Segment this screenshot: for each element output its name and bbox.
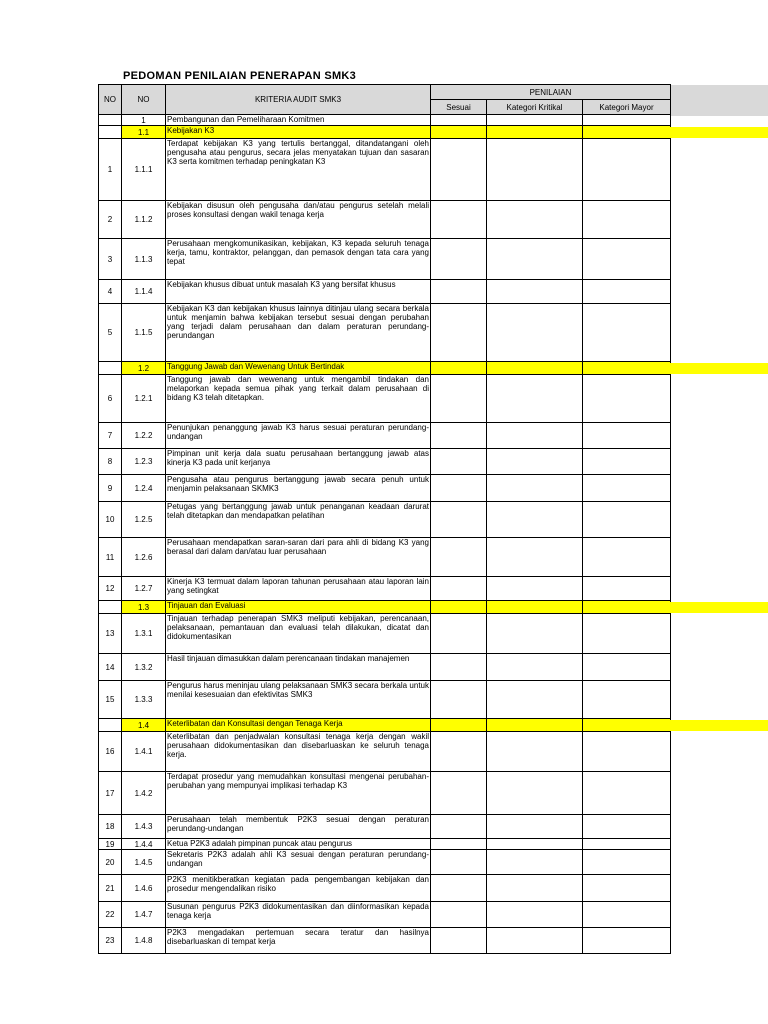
criteria-code: 1.4.5 xyxy=(122,850,166,875)
mayor-cell[interactable] xyxy=(583,538,671,577)
section-title: Pembangunan dan Pemeliharaan Komitmen xyxy=(166,115,431,126)
criteria-text: Kebijakan khusus dibuat untuk masalah K3 yang bersifat khusus xyxy=(166,280,431,304)
criteria-text: Perusahaan mendapatkan saran-saran dari para ahli di bidang K3 yang berasal dari dalam dan/atau luar perusahaan xyxy=(166,538,431,577)
criteria-code: 1.2.4 xyxy=(122,475,166,502)
sesuai-cell[interactable] xyxy=(431,614,487,654)
row-number: 23 xyxy=(99,928,122,954)
empty-cell xyxy=(583,115,671,126)
criteria-row xyxy=(99,577,671,601)
criteria-row xyxy=(99,475,671,502)
sesuai-cell[interactable] xyxy=(431,139,487,201)
row-number: 1 xyxy=(99,139,122,201)
sesuai-cell[interactable] xyxy=(431,839,487,850)
kritikal-cell[interactable] xyxy=(487,375,583,423)
kritikal-cell[interactable] xyxy=(487,577,583,601)
mayor-cell[interactable] xyxy=(583,850,671,875)
sesuai-cell[interactable] xyxy=(431,423,487,449)
criteria-row xyxy=(99,902,671,928)
mayor-cell[interactable] xyxy=(583,654,671,681)
criteria-row xyxy=(99,614,671,654)
sesuai-cell[interactable] xyxy=(431,681,487,719)
criteria-code: 1.4.6 xyxy=(122,875,166,902)
mayor-cell[interactable] xyxy=(583,502,671,538)
row-number: 3 xyxy=(99,239,122,280)
empty-cell xyxy=(583,719,671,732)
mayor-cell[interactable] xyxy=(583,681,671,719)
criteria-code: 1.2.2 xyxy=(122,423,166,449)
row-number: 2 xyxy=(99,201,122,239)
subsection-row xyxy=(99,126,671,139)
criteria-row xyxy=(99,850,671,875)
subsection-highlight xyxy=(670,127,768,138)
kriteria-header: KRITERIA AUDIT SMK3 xyxy=(166,85,431,115)
subsection-title: Tinjauan dan Evaluasi xyxy=(166,601,431,614)
sesuai-cell[interactable] xyxy=(431,502,487,538)
criteria-text: Sekretaris P2K3 adalah ahli K3 sesuai dengan peraturan perundang-undangan xyxy=(166,850,431,875)
mayor-cell[interactable] xyxy=(583,201,671,239)
row-number: 19 xyxy=(99,839,122,850)
criteria-row xyxy=(99,423,671,449)
kritikal-cell[interactable] xyxy=(487,772,583,815)
row-number: 8 xyxy=(99,449,122,475)
row-number: 22 xyxy=(99,902,122,928)
kritikal-cell[interactable] xyxy=(487,850,583,875)
kritikal-cell[interactable] xyxy=(487,449,583,475)
row-number: 4 xyxy=(99,280,122,304)
criteria-text: Keterlibatan dan penjadwalan konsultasi tenaga kerja dengan wakil perusahaan didokumentasikan dan disebarluaskan ke seluruh tenaga kerja. xyxy=(166,732,431,772)
kritikal-cell[interactable] xyxy=(487,875,583,902)
empty-cell xyxy=(487,362,583,375)
row-number: 10 xyxy=(99,502,122,538)
kritikal-cell[interactable] xyxy=(487,423,583,449)
criteria-text: Tanggung jawab dan wewenang untuk mengambil tindakan dan melaporkan kepada semua pihak yang terkait dalam perusahaan di bidang K3 telah ditetapkan. xyxy=(166,375,431,423)
row-number: 15 xyxy=(99,681,122,719)
empty-cell xyxy=(583,362,671,375)
sesuai-cell[interactable] xyxy=(431,280,487,304)
kritikal-cell[interactable] xyxy=(487,732,583,772)
row-number: 11 xyxy=(99,538,122,577)
criteria-text: Kinerja K3 termuat dalam laporan tahunan perusahaan atau laporan lain yang setingkat xyxy=(166,577,431,601)
mayor-cell[interactable] xyxy=(583,375,671,423)
row-number: 12 xyxy=(99,577,122,601)
criteria-row xyxy=(99,449,671,475)
row-number: 17 xyxy=(99,772,122,815)
sesuai-cell[interactable] xyxy=(431,815,487,839)
mayor-header: Kategori Mayor xyxy=(583,100,671,115)
sesuai-cell[interactable] xyxy=(431,449,487,475)
no2-header: NO xyxy=(122,85,166,115)
mayor-cell[interactable] xyxy=(583,614,671,654)
mayor-cell[interactable] xyxy=(583,772,671,815)
criteria-row xyxy=(99,815,671,839)
row-number: 18 xyxy=(99,815,122,839)
mayor-cell[interactable] xyxy=(583,732,671,772)
criteria-row xyxy=(99,732,671,772)
mayor-cell[interactable] xyxy=(583,280,671,304)
kritikal-cell[interactable] xyxy=(487,654,583,681)
empty-cell xyxy=(487,126,583,139)
subsection-highlight xyxy=(670,602,768,613)
criteria-row xyxy=(99,654,671,681)
mayor-cell[interactable] xyxy=(583,449,671,475)
mayor-cell[interactable] xyxy=(583,139,671,201)
sesuai-cell[interactable] xyxy=(431,201,487,239)
subsection-number: 1.3 xyxy=(122,601,166,614)
criteria-code: 1.2.1 xyxy=(122,375,166,423)
row-number: 9 xyxy=(99,475,122,502)
empty-cell xyxy=(431,115,487,126)
sesuai-cell[interactable] xyxy=(431,239,487,280)
criteria-code: 1.3.1 xyxy=(122,614,166,654)
row-number: 21 xyxy=(99,875,122,902)
criteria-code: 1.2.6 xyxy=(122,538,166,577)
criteria-text: Perusahaan telah membentuk P2K3 sesuai dengan peraturan perundang-undangan xyxy=(166,815,431,839)
subsection-title: Kebijakan K3 xyxy=(166,126,431,139)
criteria-code: 1.3.2 xyxy=(122,654,166,681)
kritikal-cell[interactable] xyxy=(487,815,583,839)
kritikal-cell[interactable] xyxy=(487,201,583,239)
criteria-code: 1.4.7 xyxy=(122,902,166,928)
row-number: 6 xyxy=(99,375,122,423)
sesuai-cell[interactable] xyxy=(431,654,487,681)
criteria-text: Pimpinan unit kerja dala suatu perusahaan bertanggung jawab atas kinerja K3 pada unit kerjanya xyxy=(166,449,431,475)
subsection-number: 1.2 xyxy=(122,362,166,375)
criteria-row xyxy=(99,201,671,239)
mayor-cell[interactable] xyxy=(583,577,671,601)
criteria-code: 1.4.4 xyxy=(122,839,166,850)
sesuai-cell[interactable] xyxy=(431,577,487,601)
sesuai-cell[interactable] xyxy=(431,928,487,954)
empty-cell xyxy=(487,115,583,126)
header-shading xyxy=(670,85,768,116)
criteria-text: Ketua P2K3 adalah pimpinan puncak atau pengurus xyxy=(166,839,431,850)
section-spacer xyxy=(99,115,122,126)
criteria-code: 1.1.5 xyxy=(122,304,166,362)
kritikal-header: Kategori Kritikal xyxy=(487,100,583,115)
subsection-spacer xyxy=(99,719,122,732)
mayor-cell[interactable] xyxy=(583,239,671,280)
subsection-row xyxy=(99,719,671,732)
mayor-cell[interactable] xyxy=(583,875,671,902)
criteria-code: 1.1.4 xyxy=(122,280,166,304)
row-number: 20 xyxy=(99,850,122,875)
criteria-row xyxy=(99,375,671,423)
subsection-spacer xyxy=(99,362,122,375)
audit-table xyxy=(98,84,671,954)
criteria-text: P2K3 mengadakan pertemuan secara teratur dan hasilnya disebarluaskan di tempat kerja xyxy=(166,928,431,954)
sesuai-cell[interactable] xyxy=(431,304,487,362)
kritikal-cell[interactable] xyxy=(487,239,583,280)
sesuai-cell[interactable] xyxy=(431,772,487,815)
kritikal-cell[interactable] xyxy=(487,839,583,850)
mayor-cell[interactable] xyxy=(583,839,671,850)
empty-cell xyxy=(431,362,487,375)
kritikal-cell[interactable] xyxy=(487,502,583,538)
criteria-row xyxy=(99,139,671,201)
row-number: 16 xyxy=(99,732,122,772)
section-number: 1 xyxy=(122,115,166,126)
kritikal-cell[interactable] xyxy=(487,139,583,201)
subsection-spacer xyxy=(99,601,122,614)
criteria-code: 1.4.1 xyxy=(122,732,166,772)
page-title: PEDOMAN PENILAIAN PENERAPAN SMK3 xyxy=(123,70,357,82)
criteria-row xyxy=(99,304,671,362)
criteria-code: 1.2.5 xyxy=(122,502,166,538)
criteria-code: 1.1.3 xyxy=(122,239,166,280)
empty-cell xyxy=(431,601,487,614)
sesuai-cell[interactable] xyxy=(431,732,487,772)
subsection-number: 1.4 xyxy=(122,719,166,732)
criteria-text: Kebijakan disusun oleh pengusaha dan/atau pengurus setelah melali proses konsultasi dengan wakil tenaga kerja xyxy=(166,201,431,239)
row-number: 13 xyxy=(99,614,122,654)
sesuai-cell[interactable] xyxy=(431,850,487,875)
sesuai-cell[interactable] xyxy=(431,538,487,577)
criteria-text: Susunan pengurus P2K3 didokumentasikan dan diinformasikan kepada tenaga kerja xyxy=(166,902,431,928)
criteria-row xyxy=(99,538,671,577)
empty-cell xyxy=(431,719,487,732)
criteria-text: Perusahaan mengkomunikasikan, kebijakan, K3 kepada seluruh tenaga kerja, tamu, kontraktor, pelanggan, dan pemasok dengan tata cara yang tepat xyxy=(166,239,431,280)
kritikal-cell[interactable] xyxy=(487,928,583,954)
criteria-text: P2K3 menitikberatkan kegiatan pada pengembangan kebijakan dan prosedur mengendalikan risiko xyxy=(166,875,431,902)
criteria-text: Petugas yang bertanggung jawab untuk penanganan keadaan darurat telah ditetapkan dan mendapatkan pelatihan xyxy=(166,502,431,538)
sesuai-cell[interactable] xyxy=(431,902,487,928)
sesuai-cell[interactable] xyxy=(431,375,487,423)
sesuai-cell[interactable] xyxy=(431,875,487,902)
mayor-cell[interactable] xyxy=(583,928,671,954)
mayor-cell[interactable] xyxy=(583,902,671,928)
row-number: 14 xyxy=(99,654,122,681)
criteria-code: 1.4.8 xyxy=(122,928,166,954)
criteria-text: Terdapat kebijakan K3 yang tertulis bertanggal, ditandatangani oleh pengusaha atau pengurus, secara jelas menyatakan tujuan dan sasaran K3 serta komitmen terhadap peningkatan K3 xyxy=(166,139,431,201)
subsection-highlight xyxy=(670,363,768,374)
criteria-text: Penunjukan penanggung jawab K3 harus sesuai peraturan perundang-undangan xyxy=(166,423,431,449)
criteria-text: Tinjauan terhadap penerapan SMK3 meliputi kebijakan, perencanaan, pelaksanaan, pemantauan dan evaluasi telah dilakukan, dicatat dan didokumentasikan xyxy=(166,614,431,654)
criteria-code: 1.3.3 xyxy=(122,681,166,719)
kritikal-cell[interactable] xyxy=(487,304,583,362)
criteria-row xyxy=(99,839,671,850)
criteria-text: Hasil tinjauan dimasukkan dalam perencanaan tindakan manajemen xyxy=(166,654,431,681)
empty-cell xyxy=(583,126,671,139)
criteria-row xyxy=(99,280,671,304)
no-header: NO xyxy=(99,85,122,115)
kritikal-cell[interactable] xyxy=(487,902,583,928)
subsection-title: Tanggung Jawab dan Wewenang Untuk Bertindak xyxy=(166,362,431,375)
criteria-row xyxy=(99,502,671,538)
kritikal-cell[interactable] xyxy=(487,614,583,654)
sesuai-cell[interactable] xyxy=(431,475,487,502)
criteria-code: 1.4.2 xyxy=(122,772,166,815)
mayor-cell[interactable] xyxy=(583,475,671,502)
mayor-cell[interactable] xyxy=(583,304,671,362)
criteria-text: Pengusaha atau pengurus bertanggung jawab secara penuh untuk menjamin pelaksanaan SKMK3 xyxy=(166,475,431,502)
criteria-text: Pengurus harus meninjau ulang pelaksanaan SMK3 secara berkala untuk menilai kesesuaian dan efektivitas SMK3 xyxy=(166,681,431,719)
sesuai-header: Sesuai xyxy=(431,100,487,115)
kritikal-cell[interactable] xyxy=(487,475,583,502)
empty-cell xyxy=(487,719,583,732)
subsection-highlight xyxy=(670,720,768,731)
empty-cell xyxy=(487,601,583,614)
criteria-row xyxy=(99,928,671,954)
row-number: 5 xyxy=(99,304,122,362)
kritikal-cell[interactable] xyxy=(487,280,583,304)
kritikal-cell[interactable] xyxy=(487,681,583,719)
criteria-row xyxy=(99,772,671,815)
empty-cell xyxy=(583,601,671,614)
kritikal-cell[interactable] xyxy=(487,538,583,577)
criteria-text: Kebijakan K3 dan kebijakan khusus lainnya ditinjau ulang secara berkala untuk menjamin bahwa kebijakan tersebut sesuai dengan perubahan yang terjadi dalam perusahaan dan dalam peraturan perundang-perundangan xyxy=(166,304,431,362)
criteria-code: 1.1.2 xyxy=(122,201,166,239)
subsection-title: Keterlibatan dan Konsultasi dengan Tenaga Kerja xyxy=(166,719,431,732)
criteria-row xyxy=(99,875,671,902)
criteria-code: 1.1.1 xyxy=(122,139,166,201)
empty-cell xyxy=(431,126,487,139)
criteria-code: 1.2.3 xyxy=(122,449,166,475)
criteria-code: 1.2.7 xyxy=(122,577,166,601)
mayor-cell[interactable] xyxy=(583,815,671,839)
criteria-text: Terdapat prosedur yang memudahkan konsultasi mengenai perubahan-perubahan yang mempunyai implikasi terhadap K3 xyxy=(166,772,431,815)
subsection-row xyxy=(99,362,671,375)
mayor-cell[interactable] xyxy=(583,423,671,449)
row-number: 7 xyxy=(99,423,122,449)
subsection-row xyxy=(99,601,671,614)
criteria-row xyxy=(99,239,671,280)
penilaian-header: PENILAIAN xyxy=(431,85,671,100)
subsection-spacer xyxy=(99,126,122,139)
criteria-row xyxy=(99,681,671,719)
criteria-code: 1.4.3 xyxy=(122,815,166,839)
subsection-number: 1.1 xyxy=(122,126,166,139)
